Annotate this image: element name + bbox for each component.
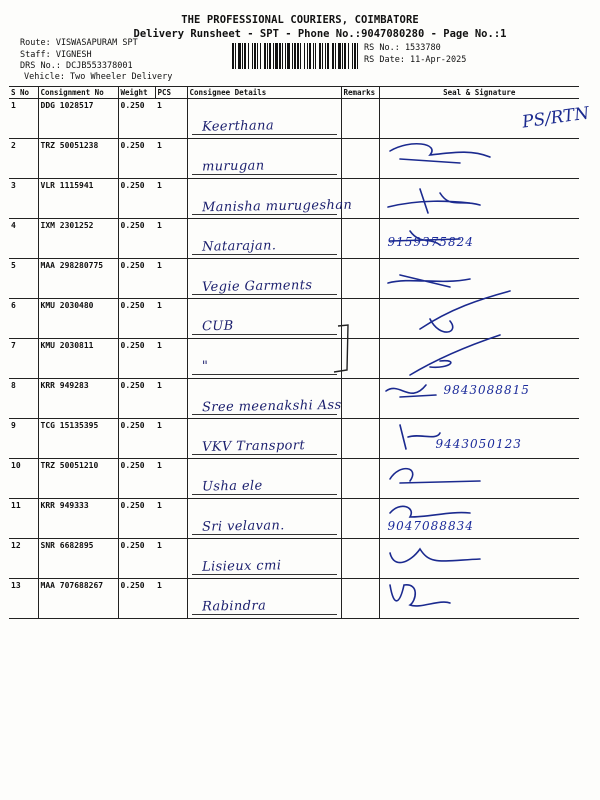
row-signature: [379, 419, 579, 459]
row-pcs: 1: [155, 419, 187, 459]
row-remarks: [341, 459, 379, 499]
row-weight: 0.250: [118, 299, 155, 339]
row-signature: [379, 139, 579, 179]
table-header-row: [9, 87, 579, 99]
table-row: [9, 459, 579, 499]
col-seal: Seal & Signature: [379, 87, 579, 99]
consignee-underline: [192, 334, 337, 335]
table-row: [9, 179, 579, 219]
consignee-handwriting: Manisha murugeshan: [201, 197, 352, 216]
row-consignee: [187, 259, 341, 299]
signature-scribble: [380, 579, 530, 619]
row-remarks: [341, 579, 379, 619]
table-row: [9, 219, 579, 259]
consignee-handwriting: ": [201, 358, 209, 375]
row-remarks: [341, 539, 379, 579]
signature-scribble: [380, 179, 530, 219]
consignee-handwriting: Rabindra: [201, 598, 266, 615]
runsheet-subtitle: Delivery Runsheet - SPT - Phone No.:9047080280 - Page No.:1: [133, 28, 507, 40]
row-consignee: [187, 579, 341, 619]
table-row: [9, 339, 579, 379]
runsheet-table: [9, 86, 579, 619]
row-consignee: [187, 459, 341, 499]
row-sno: 5: [9, 259, 38, 299]
row-remarks: [341, 499, 379, 539]
row-sno: 11: [9, 499, 38, 539]
row-pcs: 1: [155, 499, 187, 539]
row-pcs: 1: [155, 299, 187, 339]
row-pcs: 1: [155, 579, 187, 619]
table-row: [9, 299, 579, 339]
table-row: [9, 419, 579, 459]
row-weight: 0.250: [118, 179, 155, 219]
staff-line: Staff: VIGNESH: [20, 50, 92, 60]
row-consignee: [187, 379, 341, 419]
row-sno: 13: [9, 579, 38, 619]
consignee-underline: [192, 574, 337, 575]
runsheet-title: THE PROFESSIONAL COURIERS, COIMBATORE: [181, 14, 419, 26]
row-sno: 1: [9, 99, 38, 139]
row-weight: 0.250: [118, 579, 155, 619]
row-consignee: [187, 539, 341, 579]
row-weight: 0.250: [118, 539, 155, 579]
consignee-underline: [192, 214, 337, 215]
table-row: [9, 99, 579, 139]
row-weight: 0.250: [118, 459, 155, 499]
handwritten-phone: 9443050123: [435, 437, 522, 451]
row-signature: [379, 579, 579, 619]
consignee-handwriting: Vegie Garments: [201, 278, 313, 295]
row-sno: 7: [9, 339, 38, 379]
col-pcs: PCS: [155, 87, 187, 99]
row-weight: 0.250: [118, 379, 155, 419]
drs-line: DRS No.: DCJB553378001: [20, 61, 133, 71]
col-consignment: Consignment No: [38, 87, 118, 99]
consignee-handwriting: Keerthana: [201, 118, 274, 135]
row-weight: 0.250: [118, 99, 155, 139]
signature-scribble: [380, 459, 530, 499]
row-pcs: 1: [155, 379, 187, 419]
consignee-underline: [192, 494, 337, 495]
consignee-handwriting: Usha ele: [201, 478, 263, 495]
row-consignment: TRZ 50051210: [38, 459, 118, 499]
row-sno: 8: [9, 379, 38, 419]
table-row: [9, 259, 579, 299]
row-remarks: [341, 99, 379, 139]
row-signature: [379, 459, 579, 499]
rs-number: RS No.: 1533780: [364, 43, 441, 53]
row-consignment: SNR 6682895: [38, 539, 118, 579]
route-line: Route: VISWASAPURAM SPT: [20, 38, 138, 48]
signature-scribble: [380, 539, 530, 579]
consignee-underline: [192, 254, 337, 255]
row-consignment: IXM 2301252: [38, 219, 118, 259]
row-sno: 12: [9, 539, 38, 579]
row-consignment: DDG 1028517: [38, 99, 118, 139]
consignee-underline: [192, 174, 337, 175]
col-weight: Weight: [118, 87, 155, 99]
row-pcs: 1: [155, 539, 187, 579]
consignee-underline: [192, 374, 337, 375]
row-sno: 2: [9, 139, 38, 179]
row-signature: [379, 299, 579, 339]
consignee-handwriting: murugan: [201, 158, 265, 175]
consignee-handwriting: VKV Transport: [201, 438, 305, 455]
row-sno: 10: [9, 459, 38, 499]
signature-scribble: [380, 299, 530, 339]
row-signature: [379, 379, 579, 419]
row-pcs: 1: [155, 459, 187, 499]
row-pcs: 1: [155, 219, 187, 259]
row-signature: [379, 219, 579, 259]
row-consignee: [187, 339, 341, 379]
row-remarks: [341, 139, 379, 179]
row-remarks: [341, 259, 379, 299]
row-consignment: MAA 298280775: [38, 259, 118, 299]
consignee-underline: [192, 134, 337, 135]
row-pcs: 1: [155, 139, 187, 179]
row-signature: [379, 539, 579, 579]
row-consignment: TRZ 50051238: [38, 139, 118, 179]
return-stamp: PS/RTN: [520, 103, 591, 133]
row-pcs: 1: [155, 179, 187, 219]
handwritten-phone: 9047088834: [387, 519, 474, 533]
table-row: [9, 539, 579, 579]
row-consignee: [187, 419, 341, 459]
row-consignee: [187, 219, 341, 259]
row-sno: 3: [9, 179, 38, 219]
vehicle-line: Vehicle: Two Wheeler Delivery: [24, 72, 173, 82]
consignee-underline: [192, 294, 337, 295]
consignee-handwriting: Sree meenakshi Ass: [201, 397, 342, 416]
table-row: [9, 139, 579, 179]
row-sno: 6: [9, 299, 38, 339]
row-consignment: MAA 707688267: [38, 579, 118, 619]
rs-date: RS Date: 11-Apr-2025: [364, 55, 467, 65]
consignee-underline: [192, 614, 337, 615]
signature-scribble: [380, 139, 530, 179]
row-signature: [379, 339, 579, 379]
row-weight: 0.250: [118, 259, 155, 299]
row-pcs: 1: [155, 339, 187, 379]
row-sno: 4: [9, 219, 38, 259]
row-signature: [379, 499, 579, 539]
row-remarks: [341, 379, 379, 419]
consignee-handwriting: CUB: [201, 318, 234, 335]
barcode: [232, 43, 360, 69]
row-weight: 0.250: [118, 499, 155, 539]
row-consignee: [187, 99, 341, 139]
handwritten-phone: 9159375824: [387, 235, 474, 249]
row-consignee: [187, 179, 352, 219]
row-consignment: TCG 15135395: [38, 419, 118, 459]
table-row: [9, 499, 579, 539]
row-consignee: [187, 499, 341, 539]
row-weight: 0.250: [118, 419, 155, 459]
row-weight: 0.250: [118, 219, 155, 259]
row-consignment: VLR 1115941: [38, 179, 118, 219]
row-weight: 0.250: [118, 139, 155, 179]
row-consignment: KMU 2030480: [38, 299, 118, 339]
row-remarks: [341, 419, 379, 459]
row-signature: [379, 179, 579, 219]
row-remarks: [341, 219, 379, 259]
col-consignee: Consignee Details: [187, 87, 341, 99]
col-remarks: Remarks: [341, 87, 379, 99]
row-pcs: 1: [155, 259, 187, 299]
consignee-underline: [192, 414, 337, 415]
table-row: [9, 579, 579, 619]
row-consignee: [187, 299, 341, 339]
consignee-handwriting: Natarajan.: [201, 238, 276, 255]
table-row: [9, 379, 579, 419]
signature-scribble: [380, 259, 530, 299]
row-pcs: 1: [155, 99, 187, 139]
row-consignment: KRR 949333: [38, 499, 118, 539]
bracket-mark: [330, 318, 354, 378]
row-weight: 0.250: [118, 339, 155, 379]
consignee-handwriting: Sri velavan.: [201, 518, 285, 535]
col-sno: S No: [9, 87, 38, 99]
row-consignee: [187, 139, 341, 179]
consignee-underline: [192, 534, 337, 535]
row-consignment: KMU 2030811: [38, 339, 118, 379]
signature-scribble: [380, 339, 530, 379]
row-signature: [379, 259, 579, 299]
row-consignment: KRR 949283: [38, 379, 118, 419]
consignee-underline: [192, 454, 337, 455]
handwritten-phone: 9843088815: [443, 383, 530, 397]
row-sno: 9: [9, 419, 38, 459]
consignee-handwriting: Lisieux cmi: [201, 558, 281, 575]
